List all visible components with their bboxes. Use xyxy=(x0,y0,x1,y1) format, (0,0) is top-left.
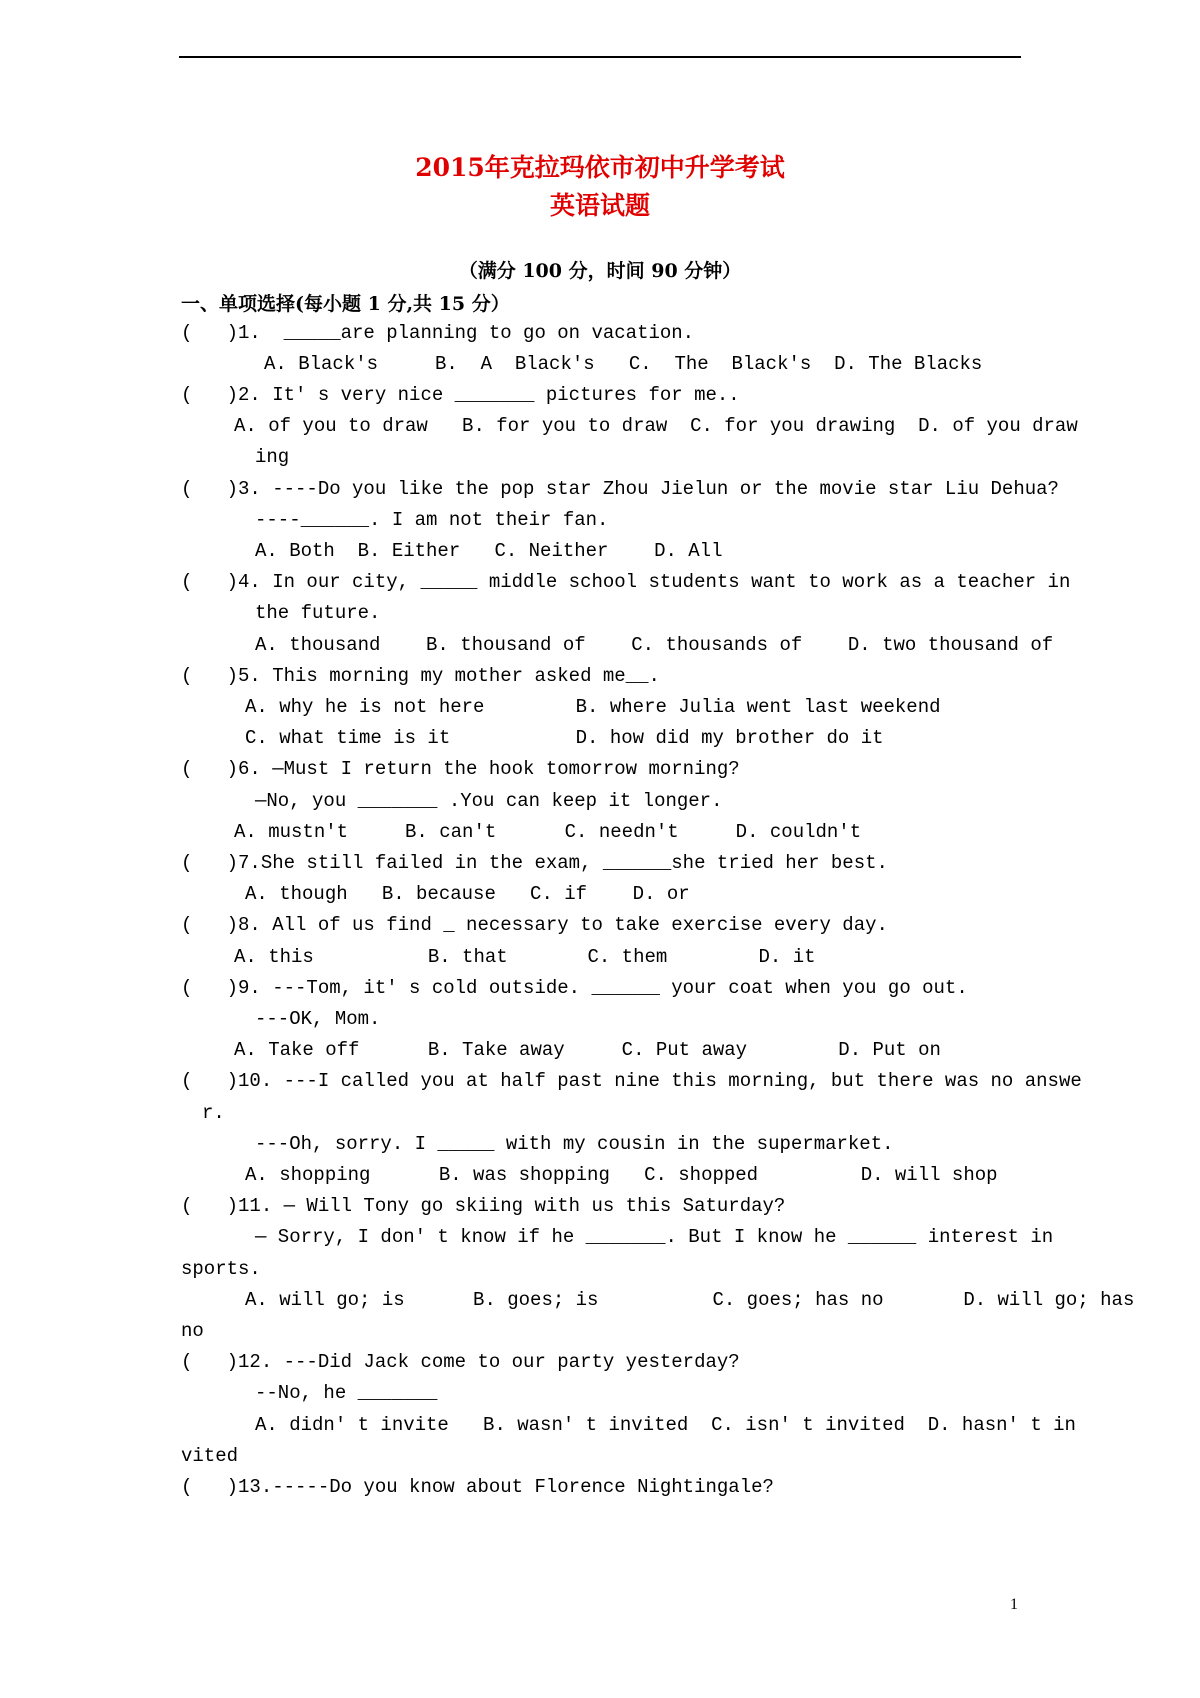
answer-options: A. shopping B. was shopping C. shopped D. will shop xyxy=(245,1164,998,1186)
question-line-continued: — Sorry, I don' t know if he _______. But I know he ______ interest in xyxy=(255,1226,1054,1248)
question-line: ( )7.She still failed in the exam, ______she tried her best. xyxy=(181,852,888,874)
exam-subject: 英语试题 xyxy=(549,191,650,220)
question-line-continued: --No, he _______ xyxy=(255,1382,438,1404)
answer-options: A. mustn't B. can't C. needn't D. couldn't xyxy=(234,821,862,843)
answer-options: A. Black's B. A Black's C. The Black's D. The Blacks xyxy=(264,353,983,375)
question-line: ( )13.-----Do you know about Florence Nightingale? xyxy=(181,1476,774,1498)
question-line: ( )10. ---I called you at half past nine this morning, but there was no answe xyxy=(181,1070,1082,1092)
question-line-continued: ---Oh, sorry. I _____ with my cousin in the supermarket. xyxy=(255,1133,894,1155)
answer-options: A. thousand B. thousand of C. thousands of D. two thousand of xyxy=(255,634,1054,656)
score-note: （满分 100 分，时间 90 分钟） xyxy=(458,260,742,282)
question-line-continued: —No, you _______ .You can keep it longer. xyxy=(255,790,723,812)
answer-options: A. Both B. Either C. Neither D. All xyxy=(255,540,723,562)
question-line: ( )2. It' s very nice _______ pictures for me.. xyxy=(181,384,740,406)
section-heading: 一、单项选择(每小题 1 分,共 15 分） xyxy=(181,293,510,315)
question-line: ( )12. ---Did Jack come to our party yesterday? xyxy=(181,1351,740,1373)
answer-options: A. will go; is B. goes; is C. goes; has no D. will go; has xyxy=(245,1289,1135,1311)
answer-options-continued: ing xyxy=(255,446,290,468)
question-line: ( )1. _____are planning to go on vacation. xyxy=(181,322,695,344)
question-line-continued: ----______. I am not their fan. xyxy=(255,509,609,531)
answer-options: A. Take off B. Take away C. Put away D. Put on xyxy=(234,1039,941,1061)
answer-options: A. didn' t invite B. wasn' t invited C. isn' t invited D. hasn' t in xyxy=(255,1414,1076,1436)
question-line: ( )4. In our city, _____ middle school students want to work as a teacher in xyxy=(181,571,1071,593)
question-line-continued: r. xyxy=(202,1102,225,1124)
question-line: ( )5. This morning my mother asked me__. xyxy=(181,665,660,687)
question-line: ( )11. — Will Tony go skiing with us this Saturday? xyxy=(181,1195,786,1217)
question-line-continued: the future. xyxy=(255,602,381,624)
question-line-continued: sports. xyxy=(181,1258,261,1280)
question-line-continued: ---OK, Mom. xyxy=(255,1008,381,1030)
page-number: 1 xyxy=(1010,1596,1018,1613)
question-line: ( )3. ----Do you like the pop star Zhou Jielun or the movie star Liu Dehua? xyxy=(181,478,1059,500)
exam-title: 2015年克拉玛依市初中升学考试 xyxy=(415,153,785,182)
question-line: ( )8. All of us find _ necessary to take exercise every day. xyxy=(181,914,888,936)
header-rule xyxy=(179,56,1021,58)
answer-options: A. of you to draw B. for you to draw C. for you drawing D. of you draw xyxy=(234,415,1078,437)
answer-options: A. this B. that C. them D. it xyxy=(234,946,816,968)
question-line: ( )9. ---Tom, it' s cold outside. ______ your coat when you go out. xyxy=(181,977,968,999)
answer-options: A. why he is not here B. where Julia went last weekend xyxy=(245,696,941,718)
answer-options-continued: vited xyxy=(181,1445,239,1467)
answer-options-continued: no xyxy=(181,1320,204,1342)
answer-options: C. what time is it D. how did my brother do it xyxy=(245,727,884,749)
question-line: ( )6. —Must I return the hook tomorrow morning? xyxy=(181,758,740,780)
answer-options: A. though B. because C. if D. or xyxy=(245,883,690,905)
